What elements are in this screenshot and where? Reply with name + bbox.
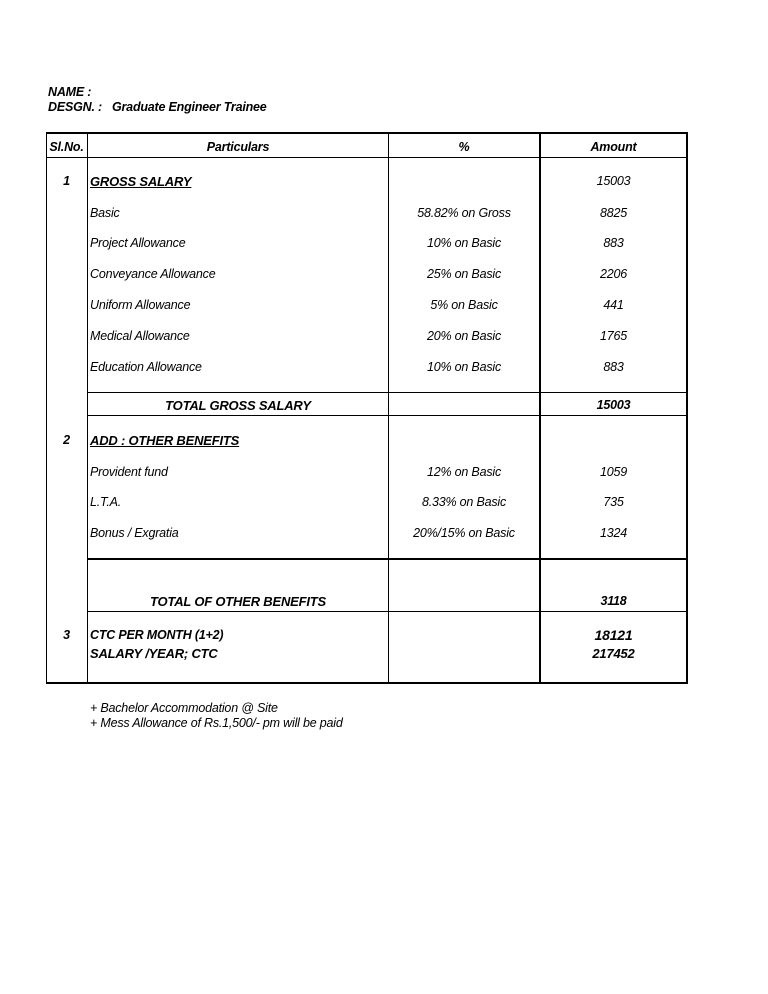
row-percent: 58.82% on Gross xyxy=(417,206,511,220)
row-percent: 25% on Basic xyxy=(426,267,502,281)
row-amount: 1324 xyxy=(599,526,627,540)
name-label: NAME : xyxy=(48,85,92,99)
col-header-amount: Amount xyxy=(590,140,637,154)
row-amount: 735 xyxy=(603,495,624,509)
row-particular: Conveyance Allowance xyxy=(90,267,216,281)
row-particular: Medical Allowance xyxy=(90,329,190,343)
row-percent: 5% on Basic xyxy=(430,298,498,312)
row-amount: 2206 xyxy=(599,267,627,281)
row-amount: 1765 xyxy=(599,329,627,343)
total-gross-salary-amount: 15003 xyxy=(596,398,631,412)
section1-amount: 15003 xyxy=(596,174,631,188)
total-other-benefits-label: TOTAL OF OTHER BENEFITS xyxy=(150,594,326,609)
row-particular: Uniform Allowance xyxy=(90,298,191,312)
row-amount: 8825 xyxy=(599,206,627,220)
row-particular: Basic xyxy=(90,206,120,220)
row-percent: 8.33% on Basic xyxy=(421,495,507,509)
col-header-percent: % xyxy=(458,140,470,154)
ctc-per-month-amount: 18121 xyxy=(594,627,633,643)
section2-slno: 2 xyxy=(63,433,70,447)
row-amount: 883 xyxy=(603,236,624,250)
ctc-per-month-label: CTC PER MONTH (1+2) xyxy=(90,628,224,642)
section1-slno: 1 xyxy=(63,174,70,188)
section2-title: ADD : OTHER BENEFITS xyxy=(90,433,240,448)
designation-value: Graduate Engineer Trainee xyxy=(112,100,267,114)
ctc-per-year-label: SALARY /YEAR; CTC xyxy=(90,646,218,661)
row-particular: Bonus / Exgratia xyxy=(90,526,179,540)
section3-slno: 3 xyxy=(63,628,70,642)
row-particular: Provident fund xyxy=(90,465,168,479)
row-percent: 10% on Basic xyxy=(426,360,502,374)
row-percent: 20%/15% on Basic xyxy=(413,526,515,540)
designation-label: DESGN. : xyxy=(48,100,102,114)
row-percent: 10% on Basic xyxy=(426,236,502,250)
row-amount: 441 xyxy=(603,298,624,312)
section1-title: GROSS SALARY xyxy=(90,174,192,189)
total-gross-salary-label: TOTAL GROSS SALARY xyxy=(165,398,311,413)
row-amount: 1059 xyxy=(599,465,627,479)
row-particular: L.T.A. xyxy=(90,495,121,509)
row-amount: 883 xyxy=(603,360,624,374)
note-mess-allowance: + Mess Allowance of Rs.1,500/- pm will be paid xyxy=(90,716,343,730)
row-percent: 20% on Basic xyxy=(426,329,502,343)
ctc-per-year-amount: 217452 xyxy=(592,646,635,661)
row-percent: 12% on Basic xyxy=(426,465,502,479)
total-other-benefits-amount: 3118 xyxy=(600,594,627,608)
row-particular: Education Allowance xyxy=(90,360,202,374)
note-accommodation: + Bachelor Accommodation @ Site xyxy=(90,701,278,715)
col-header-particulars: Particulars xyxy=(206,140,270,154)
row-particular: Project Allowance xyxy=(90,236,186,250)
col-header-slno: Sl.No. xyxy=(49,140,84,154)
